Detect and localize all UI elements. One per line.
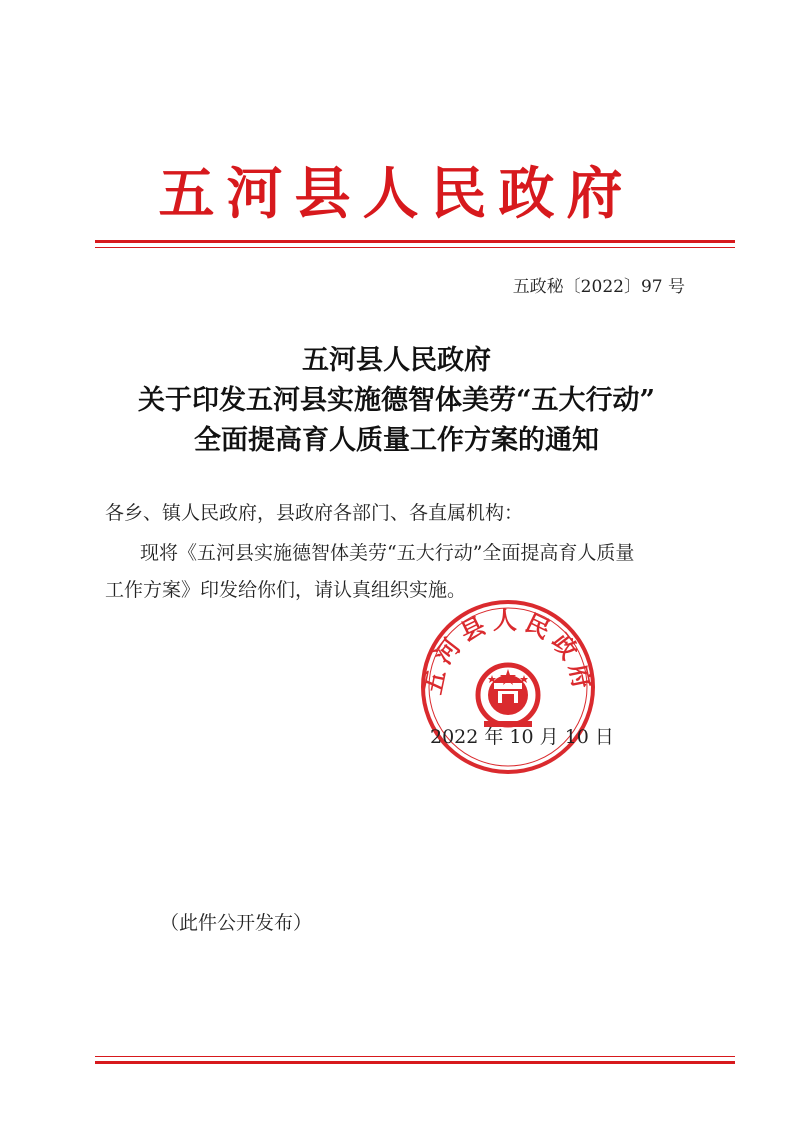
masthead-issuer: 五河县人民政府 bbox=[158, 161, 635, 227]
title-line-3: 全面提高育人质量工作方案的通知 bbox=[194, 425, 599, 456]
recipients-line: 各乡、镇人民政府，县政府各部门、各直属机构： bbox=[105, 502, 524, 524]
title-line-2: 关于印发五河县实施德智体美劳“五大行动” bbox=[137, 385, 656, 416]
public-release-note: （此件公开发布） bbox=[160, 912, 313, 934]
footer-rule-top bbox=[95, 1056, 735, 1057]
footer-rule-bottom bbox=[95, 1061, 735, 1064]
masthead-rule-thin bbox=[95, 247, 735, 248]
masthead-rule-thick bbox=[95, 240, 735, 243]
issue-date: 2022 年 10 月 10 日 bbox=[430, 726, 614, 748]
document-number: 五政秘〔2022〕97 号 bbox=[512, 277, 685, 297]
title-line-1: 五河县人民政府 bbox=[302, 345, 491, 376]
national-emblem-icon bbox=[478, 665, 538, 727]
body-paragraph-line-1: 现将《五河县实施德智体美劳“五大行动”全面提高育人质量 bbox=[140, 542, 635, 564]
seal-text: 五河县人民政府 bbox=[418, 605, 598, 697]
official-seal bbox=[418, 597, 598, 777]
body-paragraph-line-2: 工作方案》印发给你们，请认真组织实施。 bbox=[105, 579, 467, 601]
